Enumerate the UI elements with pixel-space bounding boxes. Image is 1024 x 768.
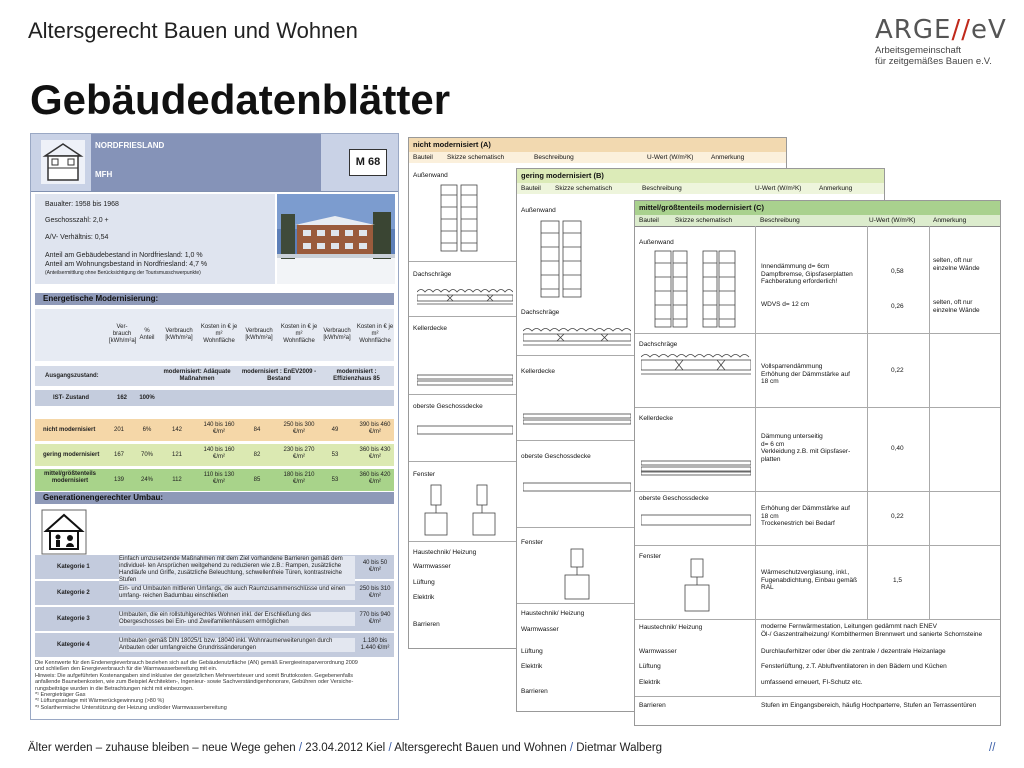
fact-floors: Geschosszahl: 2,0 + bbox=[45, 217, 109, 224]
desc-roof: Vollsparrendämmung Erhöhung der Dämmstärke auf 18 cm bbox=[761, 363, 850, 385]
row-b-cost: 230 bis 270 €/m² bbox=[283, 447, 315, 460]
cellar-sketch-icon bbox=[417, 373, 513, 387]
part-label: Haustechnik/ Heizung bbox=[639, 624, 703, 631]
scenario-c-label: modernisiert : Effizienzhaus 85 bbox=[333, 369, 380, 382]
part-label: Dachschräge bbox=[521, 309, 560, 316]
row-c-cost: 360 bis 430 €/m² bbox=[359, 447, 391, 460]
fact-dwelling-share: Anteil am Wohnungsbestand in Nordfriesland: 4,7 % bbox=[45, 261, 208, 268]
col-header-consumption: Ver-brauch [kWh/m²a] bbox=[109, 324, 137, 344]
part-label: Barrieren bbox=[521, 688, 548, 695]
row-b-cost: 250 bis 300 €/m² bbox=[283, 422, 315, 435]
u-value: 0,22 bbox=[891, 513, 904, 520]
desc-wall-wdvs: WDVS d= 12 cm bbox=[761, 301, 810, 308]
wall-sketch-icon bbox=[539, 219, 583, 299]
category-name: Kategorie 1 bbox=[57, 564, 90, 570]
ist-consumption: 162 bbox=[116, 395, 127, 401]
part-label: Außenwand bbox=[413, 172, 448, 179]
page-c-title: mittel/größtenteils modernisiert (C) bbox=[635, 201, 1000, 215]
category-text: Umbauten, die ein rollstuhlgerechtes Wohnen inkl. der Erschließung des Obergeschosses bei Ein- und Zweifamilienhäusern ermöglichen bbox=[119, 612, 355, 626]
row-b-consumption: 82 bbox=[253, 452, 261, 458]
ist-share: 100% bbox=[139, 395, 155, 401]
part-label: Lüftung bbox=[521, 648, 543, 655]
part-label: Kellerdecke bbox=[639, 415, 673, 422]
u-value: 0,26 bbox=[891, 303, 904, 310]
row-a-consumption: 112 bbox=[172, 477, 182, 483]
remark: selten, oft nur einzelne Wände bbox=[933, 299, 980, 314]
row-c-consumption: 53 bbox=[331, 477, 339, 483]
row-share: 24% bbox=[140, 477, 153, 483]
page-c-columns: Bauteil Skizze schematisch Beschreibung U-Wert (W/m²K) Anmerkung bbox=[635, 215, 1000, 226]
desc-water: Durchlauferhitzer oder über die zentrale / dezentrale Heizanlage bbox=[761, 648, 946, 655]
desc-cellar: Dämmung unterseitig d= 6 cm Verkleidung z.B. mit Gipsfaser- platten bbox=[761, 433, 851, 463]
part-label: Kellerdecke bbox=[521, 368, 555, 375]
house-sketch-icon bbox=[41, 140, 85, 184]
desc-electric: umfassend erneuert, FI-Schutz etc. bbox=[761, 679, 863, 686]
fact-age: Baualter: 1958 bis 1968 bbox=[45, 201, 119, 208]
part-label: Elektrik bbox=[413, 594, 435, 601]
part-label: Außenwand bbox=[639, 239, 674, 246]
row-label: mittel/größtenteils modernisiert bbox=[43, 471, 96, 484]
row-c-cost: 390 bis 460 €/m² bbox=[359, 422, 391, 435]
category-cost: 770 bis 940 €/m² bbox=[359, 612, 391, 625]
row-a-cost: 140 bis 160 €/m² bbox=[203, 422, 235, 435]
part-label: Elektrik bbox=[639, 679, 661, 686]
window-sketch-icon bbox=[677, 557, 717, 615]
desc-wall-inner: Innendämmung d= 6cm Dampfbremse, Gipsfaserplatten Fachberatung erforderlich! bbox=[761, 263, 853, 285]
row-c-cost: 360 bis 420 €/m² bbox=[359, 472, 391, 485]
wall-sketch-icon bbox=[439, 183, 479, 253]
category-name: Kategorie 3 bbox=[57, 616, 90, 622]
scenario-a-label: modernisiert: Adäquate Maßnahmen bbox=[163, 369, 231, 382]
cellar-sketch-icon bbox=[641, 459, 751, 477]
desc-window: Wärmeschutzverglasung, inkl., Fugenabdichtung, Einbau gemäß RAL bbox=[761, 569, 858, 591]
header-title: Altersgerecht Bauen und Wohnen bbox=[28, 18, 358, 43]
wall-sketch-icon bbox=[653, 249, 737, 329]
fact-building-share: Anteil am Gebäudebestand in Nordfriesland: 1,0 % bbox=[45, 252, 203, 259]
u-value: 0,58 bbox=[891, 268, 904, 275]
category-cost: 1.180 bis 1.440 €/m² bbox=[360, 638, 390, 651]
col-header-b-consumption: Verbrauch [kWh/m²a] bbox=[245, 328, 273, 341]
page-b-title: gering modernisiert (B) bbox=[517, 169, 884, 183]
part-label: Haustechnik/ Heizung bbox=[413, 549, 477, 556]
ceiling-sketch-icon bbox=[641, 513, 751, 527]
roof-sketch-icon bbox=[641, 351, 751, 381]
col-header-a-cost: Kosten in € je m² Wohnfläche bbox=[200, 324, 238, 344]
u-value: 0,22 bbox=[891, 367, 904, 374]
part-label: Lüftung bbox=[413, 579, 435, 586]
row-label: nicht modernisiert bbox=[43, 427, 96, 433]
desc-ventilation: Fensterlüftung, z.T. Abluftventilatoren in den Bädern und Küchen bbox=[761, 663, 947, 670]
part-label: Fenster bbox=[521, 539, 544, 546]
part-label: Fenster bbox=[413, 471, 436, 478]
row-c-consumption: 53 bbox=[331, 452, 339, 458]
baseline-label: Ausgangszustand: bbox=[45, 373, 99, 379]
roof-sketch-icon bbox=[417, 286, 513, 310]
row-share: 70% bbox=[140, 452, 153, 458]
cellar-sketch-icon bbox=[523, 412, 631, 426]
row-b-consumption: 84 bbox=[253, 427, 261, 433]
row-label: gering modernisiert bbox=[43, 452, 100, 458]
part-label: oberste Geschossdecke bbox=[413, 403, 483, 410]
col-header-c-consumption: Verbrauch [kWh/m²a] bbox=[323, 328, 351, 341]
part-label: Warmwasser bbox=[413, 563, 451, 570]
fact-note: (Anteilsermittlung ohne Berücksichtigung der Tourismusschwerpunkte) bbox=[45, 270, 201, 276]
part-label: Dachschräge bbox=[639, 341, 678, 348]
roof-sketch-icon bbox=[523, 325, 631, 351]
window-sketch-icon bbox=[423, 483, 503, 538]
page-a-title: nicht modernisiert (A) bbox=[409, 138, 786, 152]
window-sketch-icon bbox=[557, 547, 597, 602]
generation-section-title: Generationengerechter Umbau: bbox=[35, 492, 394, 504]
part-label: Warmwasser bbox=[521, 626, 559, 633]
page-mittel-modernisiert bbox=[634, 200, 1001, 726]
building-photo bbox=[277, 194, 395, 284]
part-label: Fenster bbox=[639, 553, 662, 560]
category-name: Kategorie 2 bbox=[57, 590, 90, 596]
category-name: Kategorie 4 bbox=[57, 642, 90, 648]
part-label: Kellerdecke bbox=[413, 325, 447, 332]
building-code: M 68 bbox=[349, 149, 387, 176]
col-header-c-cost: Kosten in € je m² Wohnfläche bbox=[356, 324, 394, 344]
col-header-a-consumption: Verbrauch [kWh/m²a] bbox=[165, 328, 193, 341]
row-a-consumption: 121 bbox=[171, 452, 182, 458]
col-header-b-cost: Kosten in € je m² Wohnfläche bbox=[280, 324, 318, 344]
footer: Älter werden – zuhause bleiben – neue Wege gehen / 23.04.2012 Kiel / Altersgerecht Bauen und Wohnen / Dietmar Walberg bbox=[28, 742, 663, 754]
building-data-sheet bbox=[30, 133, 399, 720]
page-title: Gebäudedatenblätter bbox=[30, 76, 451, 123]
desc-barriers: Stufen im Eingangsbereich, häufig Hochparterre, Stufen an Terrassentüren bbox=[761, 702, 977, 709]
scenario-b-label: modernisiert : EnEV2009 - Bestand bbox=[241, 369, 317, 382]
part-label: Elektrik bbox=[521, 663, 543, 670]
building-facts bbox=[35, 194, 275, 284]
footnotes: Die Kennwerte für den Endenergieverbrauch beziehen sich auf die Gebäudenutzfläche (AN) gemäß Energieeinsparverordnung 2009 und schließen den Energieverbrauch für die Warmwasserbereitung mit ein. Hinweis: Die aufgeführten Kostenangaben sind inklusive der gesetzlichen Mehrwertsteuer und somit Bruttokosten. Gegebenenfalls anfallende Baunebenkosten, wie zum Beispiel Architekten-, Ingenieur- sowie Sachverständigenhonorare, Gebühren oder Versiche- rungsbeiträge wurden in die Betrachtungen nicht mit einbezogen. *¹ Energieträger Gas *² Lüftungsanlage mit Wärmerückgewinnung (>80 %) *³ Solarthermische Unterstützung der Heizung und/oder Warmwasserbereitung bbox=[35, 660, 358, 711]
category-text: Einfach umzusetzende Maßnahmen mit dem Ziel vorhandene Barrieren gemäß dem individuel- len Ansprüchen weitgehend zu reduzieren wie z.B.: Rampen, zusätzliche Handläufe und Griffe, zusätzliche Beleuchtung, schwellenfreie Türen, kontrastreiche Stufen bbox=[119, 556, 355, 584]
region-label: NORDFRIESLAND bbox=[95, 141, 165, 150]
part-label: Außenwand bbox=[521, 207, 556, 214]
part-label: Warmwasser bbox=[639, 648, 677, 655]
footer-mark: // bbox=[989, 742, 996, 754]
u-value: 0,40 bbox=[891, 445, 904, 452]
generational-house-icon bbox=[41, 509, 87, 555]
row-consumption: 139 bbox=[113, 477, 124, 483]
part-label: Dachschräge bbox=[413, 271, 452, 278]
category-text: Umbauten gemäß DIN 18025/1 bzw. 18040 inkl. Wohnraumerweiterungen durch Anbauten oder umfangreiche Grundrissänderungen bbox=[119, 638, 355, 652]
remark: selten, oft nur einzelne Wände bbox=[933, 257, 980, 272]
desc-heating: moderne Fernwärmestation, Leitungen gedämmt nach ENEV Öl-/ Gaszentralheizung/ Kombithermen Brennwert und sanierte Schornsteine bbox=[761, 623, 983, 638]
page-b-columns: Bauteil Skizze schematisch Beschreibung U-Wert (W/m²K) Anmerkung bbox=[517, 183, 884, 194]
category-cost: 250 bis 310 €/m² bbox=[359, 586, 391, 599]
part-label: Lüftung bbox=[639, 663, 661, 670]
row-b-consumption: 85 bbox=[253, 477, 261, 483]
fact-av-ratio: A/V- Verhältnis: 0,54 bbox=[45, 234, 109, 241]
row-consumption: 201 bbox=[113, 427, 124, 433]
row-consumption: 167 bbox=[113, 452, 124, 458]
energy-section-title: Energetische Modernisierung: bbox=[35, 293, 394, 305]
part-label: Barrieren bbox=[413, 621, 440, 628]
col-header-share: % Anteil bbox=[139, 328, 155, 341]
ceiling-sketch-icon bbox=[523, 481, 631, 493]
ist-label: IST- Zustand bbox=[53, 395, 89, 401]
part-label: Barrieren bbox=[639, 702, 666, 709]
row-a-cost: 110 bis 130 €/m² bbox=[203, 472, 235, 485]
row-a-consumption: 142 bbox=[171, 427, 182, 433]
row-c-consumption: 49 bbox=[331, 427, 339, 433]
row-a-cost: 140 bis 160 €/m² bbox=[203, 447, 235, 460]
u-value: 1,5 bbox=[893, 577, 903, 584]
logo-subtitle: Arbeitsgemeinschaft für zeitgemäßes Bauen e.V. bbox=[875, 45, 992, 67]
house-type: MFH bbox=[95, 170, 113, 179]
desc-top-ceiling: Erhöhung der Dämmstärke auf 18 cm Trockenestrich bei Bedarf bbox=[761, 505, 850, 527]
part-label: Haustechnik/ Heizung bbox=[521, 610, 585, 617]
row-b-cost: 180 bis 210 €/m² bbox=[283, 472, 315, 485]
ceiling-sketch-icon bbox=[417, 424, 513, 436]
page-a-columns: Bauteil Skizze schematisch Beschreibung U-Wert (W/m²K) Anmerkung bbox=[409, 152, 786, 163]
arge-logo: ARGE//eV bbox=[875, 15, 1007, 45]
category-cost: 40 bis 50 €/m² bbox=[362, 560, 388, 573]
part-label: oberste Geschossdecke bbox=[639, 495, 709, 502]
category-text: Ein- und Umbauten mittleren Umfangs, die auch Raumzusammenschlüsse und einen umfang- reichen Badumbau einschließen bbox=[119, 586, 355, 600]
part-label: oberste Geschossdecke bbox=[521, 453, 591, 460]
row-share: 6% bbox=[142, 427, 152, 433]
